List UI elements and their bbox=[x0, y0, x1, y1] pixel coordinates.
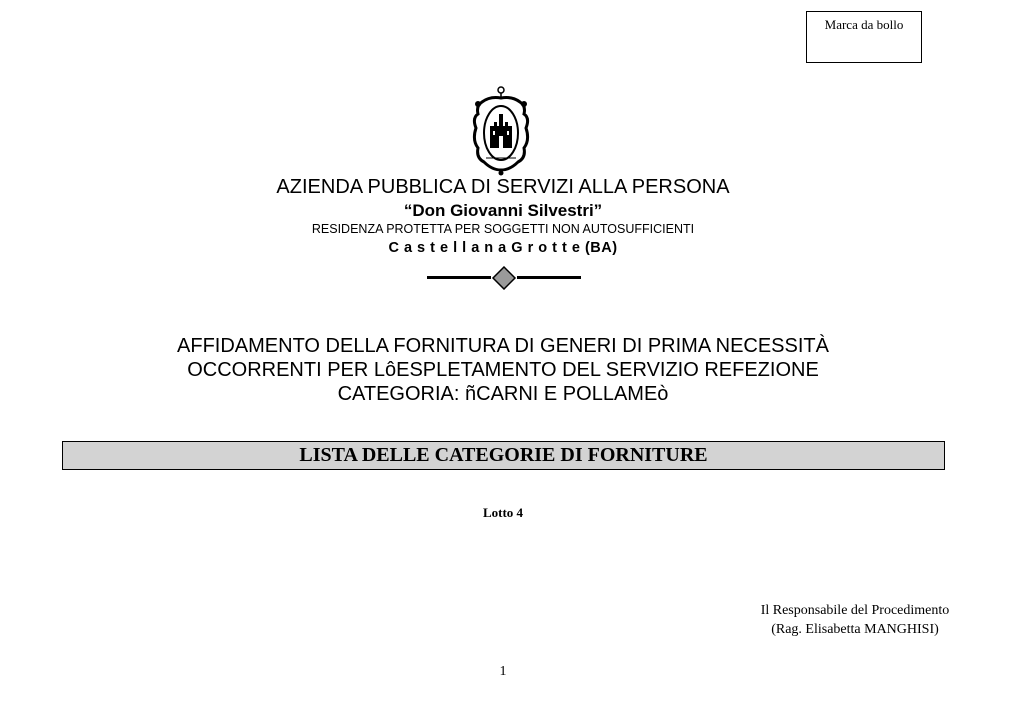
document-title-line-3: CATEGORIA: ñCARNI E POLLAMEò bbox=[337, 383, 669, 405]
agency-city: C a s t e l l a n a G r o t t e (BA) bbox=[388, 240, 618, 256]
section-banner-label: LISTA DELLE CATEGORIE DI FORNITURE bbox=[299, 444, 708, 466]
signature-role: Il Responsabile del Procedimento bbox=[760, 603, 950, 618]
diamond-divider-icon bbox=[425, 266, 583, 290]
document-title-line-1: AFFIDAMENTO DELLA FORNITURA DI GENERI DI PRIMA NECESSITÀ bbox=[177, 335, 829, 357]
page-number: 1 bbox=[499, 664, 507, 679]
signature-name: (Rag. Elisabetta MANGHISI) bbox=[771, 622, 939, 637]
agency-name: AZIENDA PUBBLICA DI SERVIZI ALLA PERSONA bbox=[276, 176, 730, 198]
castle-crest-icon bbox=[468, 84, 534, 176]
section-banner bbox=[62, 441, 945, 470]
agency-description: RESIDENZA PROTETTA PER SOGGETTI NON AUTOSUFFICIENTI bbox=[311, 222, 695, 236]
agency-subname: “Don Giovanni Silvestri” bbox=[403, 201, 603, 220]
revenue-stamp-box bbox=[806, 11, 922, 63]
stamp-box-label: Marca da bollo bbox=[824, 17, 904, 32]
lot-label: Lotto 4 bbox=[482, 505, 524, 520]
document-title-line-2: OCCORRENTI PER LôESPLETAMENTO DEL SERVIZIO REFEZIONE bbox=[187, 359, 819, 381]
